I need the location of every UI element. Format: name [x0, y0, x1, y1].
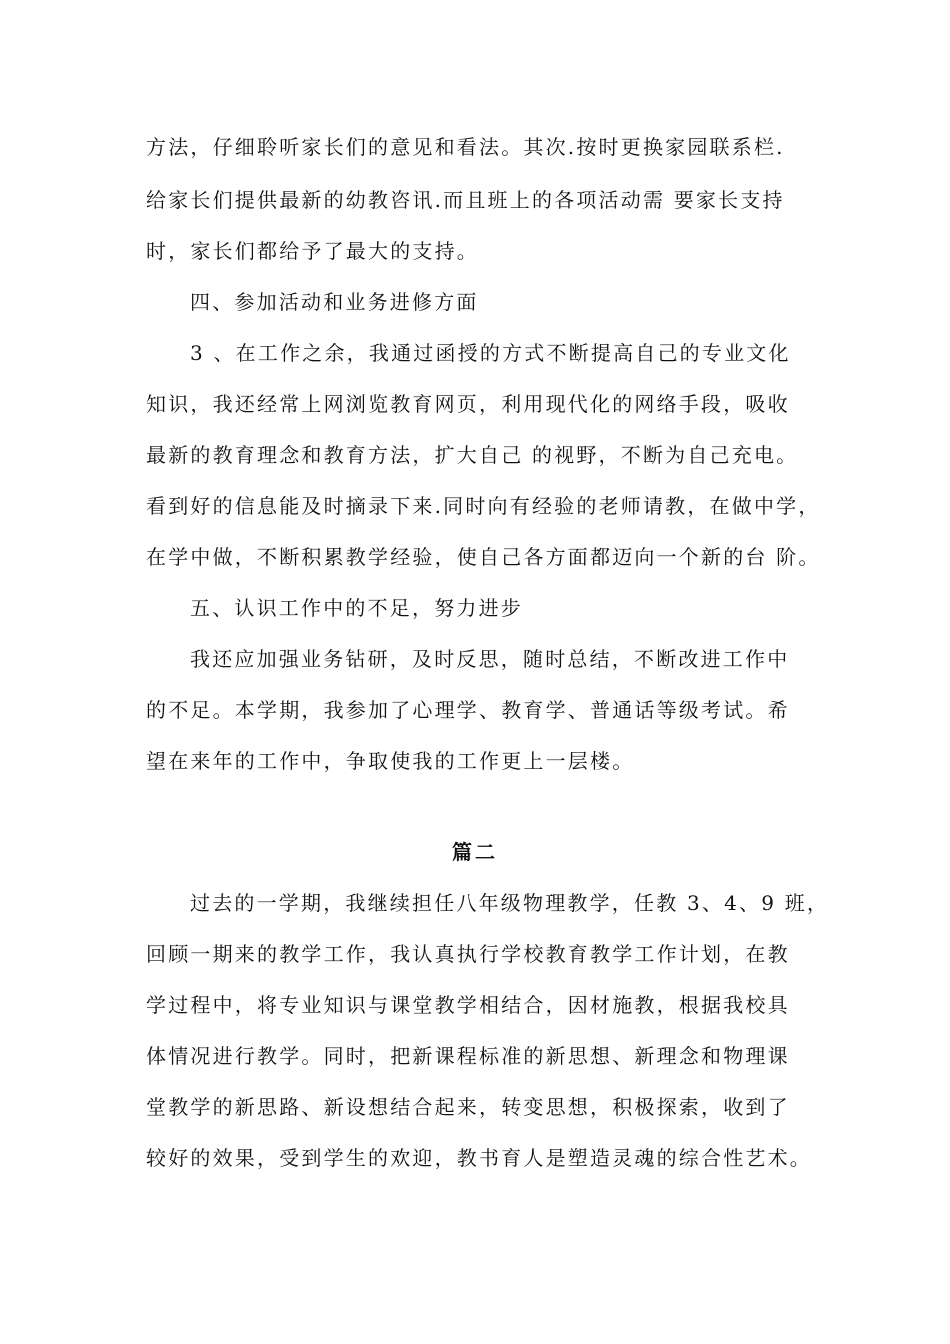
paragraph-line: 体情况进行教学。同时，把新课程标准的新思想、新理念和物理课 — [146, 1044, 790, 1068]
paragraph-line: 的不足。本学期，我参加了心理学、教育学、普通话等级考试。希 — [146, 698, 790, 722]
paragraph-line: 学过程中，将专业知识与课堂教学相结合，因材施教，根据我校具 — [146, 993, 790, 1017]
paragraph-line: 时，家长们都给予了最大的支持。 — [146, 239, 479, 263]
paragraph-line: 3 、在工作之余，我通过函授的方式不断提高自己的专业文化 — [190, 341, 791, 365]
paragraph-line: 回顾一期来的教学工作，我认真执行学校教育教学工作计划，在教 — [146, 942, 790, 966]
paragraph-line: 知识，我还经常上网浏览教育网页，利用现代化的网络手段，吸收 — [146, 392, 790, 416]
paragraph-line: 堂教学的新思路、新设想结合起来，转变思想，积极探索，收到了 — [146, 1095, 790, 1119]
section-heading-5: 五、认识工作中的不足，努力进步 — [190, 596, 523, 620]
paragraph-line: 望在来年的工作中，争取使我的工作更上一层楼。 — [146, 749, 635, 773]
section-heading-4: 四、参加活动和业务进修方面 — [190, 290, 479, 314]
paragraph-line: 方法，仔细聆听家长们的意见和看法。其次.按时更换家园联系栏. — [146, 135, 785, 159]
paragraph-line: 给家长们提供最新的幼教咨讯.而且班上的各项活动需 要家长支持 — [146, 188, 785, 212]
section-title: 篇二 — [452, 840, 498, 864]
paragraph-line: 我还应加强业务钻研，及时反思，随时总结，不断改进工作中 — [190, 647, 790, 671]
paragraph-line: 过去的一学期，我继续担任八年级物理教学，任教 3、4、9 班， — [190, 891, 830, 915]
paragraph-line: 较好的效果，受到学生的欢迎，教书育人是塑造灵魂的综合性艺术。 — [146, 1146, 812, 1170]
paragraph-line: 最新的教育理念和教育方法，扩大自己 的视野，不断为自己充电。 — [146, 443, 799, 467]
paragraph-line: 看到好的信息能及时摘录下来.同时向有经验的老师请教，在做中学， — [146, 494, 821, 518]
paragraph-line: 在学中做，不断积累教学经验，使自己各方面都迈向一个新的台 阶。 — [146, 545, 821, 569]
